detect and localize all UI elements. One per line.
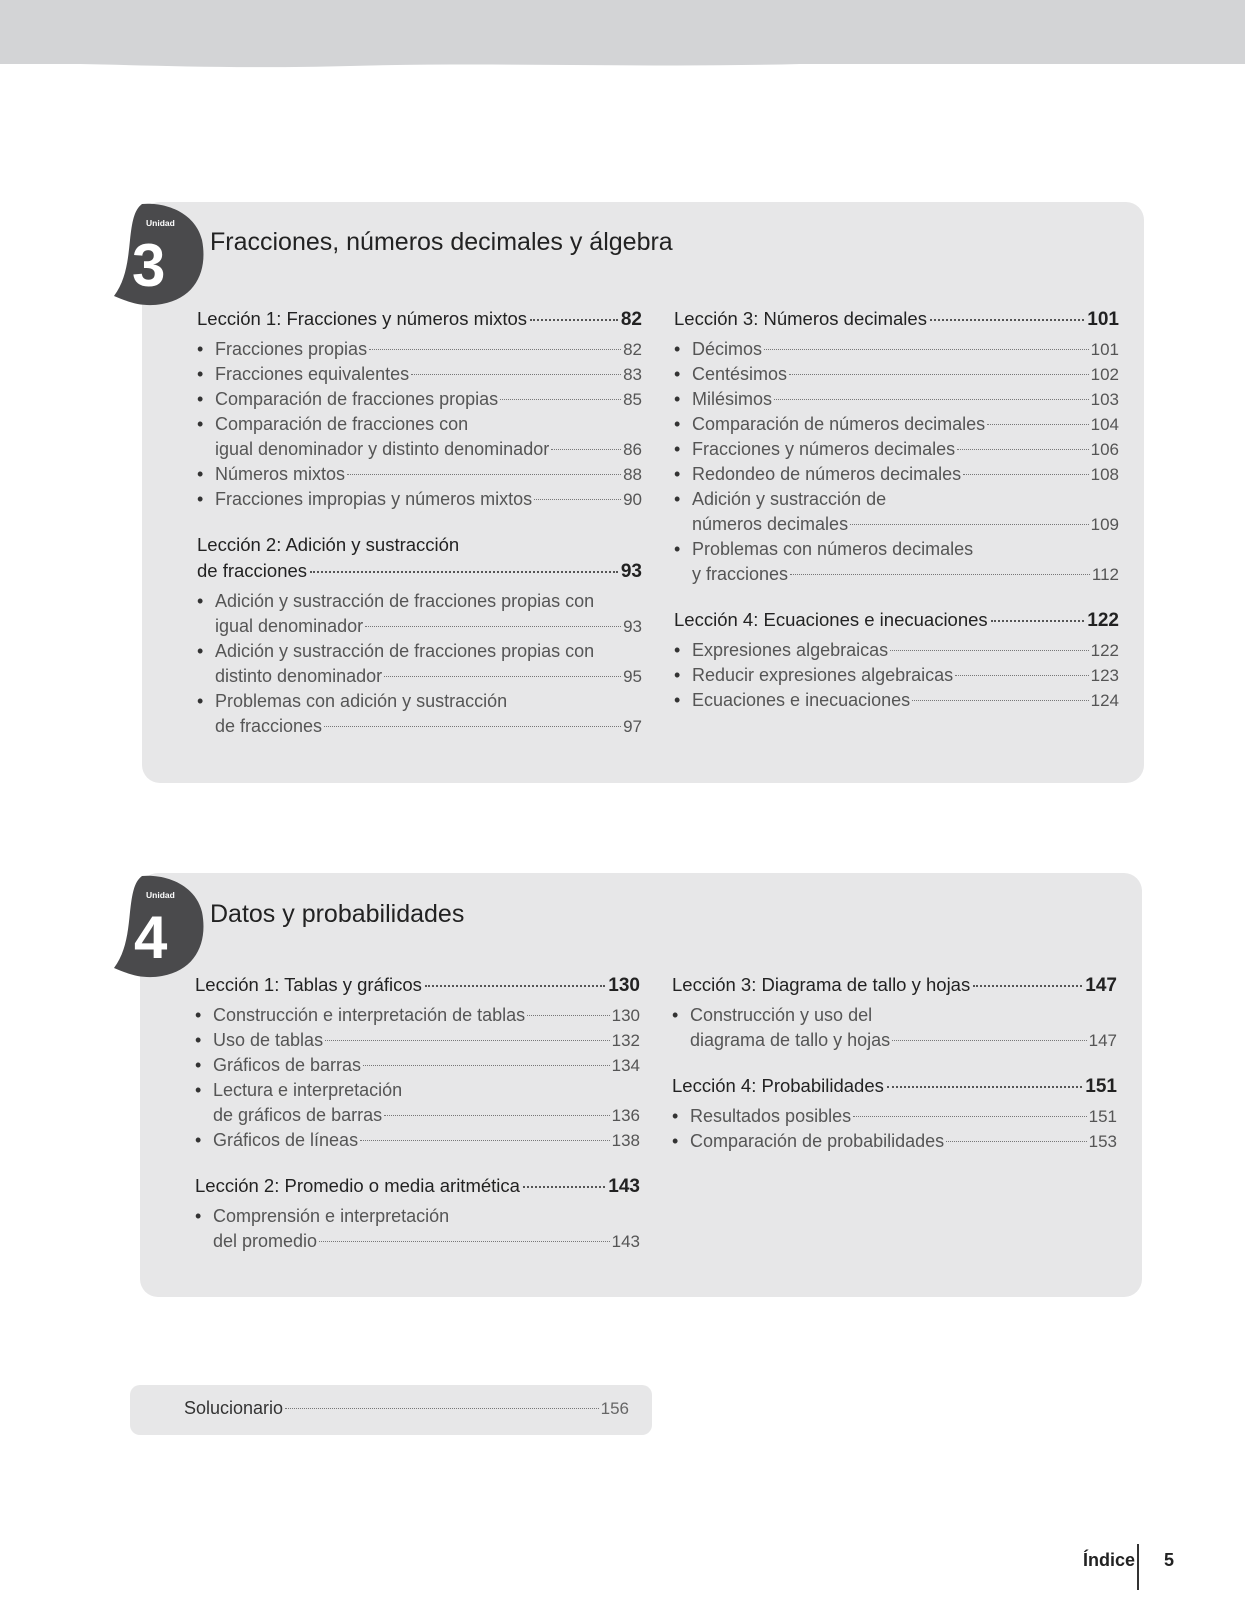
topic-page: 138 xyxy=(611,1131,640,1150)
topic-page: 130 xyxy=(611,1006,640,1025)
dot-leader xyxy=(957,449,1089,450)
topic-label: • Comparación de números decimales xyxy=(692,414,986,434)
unit-3-title: Fracciones, números decimales y álgebra xyxy=(210,228,673,256)
dot-leader xyxy=(774,399,1089,400)
topic-page: 124 xyxy=(1090,691,1119,710)
lesson-title: de fracciones xyxy=(197,560,308,581)
topic-page: 83 xyxy=(623,365,642,384)
topic-item[interactable] xyxy=(674,412,1119,437)
unit-3-badge xyxy=(110,200,210,300)
lesson-title: Lección 4: Probabilidades xyxy=(672,1075,884,1096)
topic-label: igual denominador xyxy=(215,616,364,636)
dot-leader xyxy=(764,349,1089,350)
topic-label: diagrama de tallo y hojas xyxy=(690,1030,891,1050)
dot-leader xyxy=(363,1065,610,1066)
dot-leader xyxy=(500,399,621,400)
topic-label: • Uso de tablas xyxy=(213,1030,324,1050)
lesson-title: Lección 3: Diagrama de tallo y hojas xyxy=(672,974,971,995)
lesson-heading[interactable] xyxy=(674,607,1119,634)
topic-page: 97 xyxy=(623,717,642,736)
topic-label: • Décimos xyxy=(692,339,763,359)
dot-leader xyxy=(523,1186,605,1188)
solutions-box[interactable] xyxy=(130,1385,652,1435)
topic-label: • Milésimos xyxy=(692,389,773,409)
topic-label: • Construcción e interpretación de tablas xyxy=(213,1005,526,1025)
topic-page: 90 xyxy=(623,490,642,509)
topic-item[interactable] xyxy=(672,1129,1117,1154)
lesson-heading[interactable] xyxy=(195,1173,640,1200)
lesson-heading[interactable] xyxy=(672,972,1117,999)
lesson-heading[interactable] xyxy=(672,1073,1117,1100)
topic-item[interactable] xyxy=(197,337,642,362)
dot-leader xyxy=(853,1116,1087,1117)
unit-3-right-column xyxy=(674,306,1119,713)
dot-leader xyxy=(890,650,1089,651)
topic-page: 136 xyxy=(611,1106,640,1125)
lesson-page: 151 xyxy=(1085,1076,1117,1097)
topic-item[interactable] xyxy=(674,688,1119,713)
topic-item[interactable] xyxy=(197,639,642,689)
topic-label: • Fracciones impropias y números mixtos xyxy=(215,489,533,509)
unit-4-right-column xyxy=(672,972,1117,1154)
topic-page: 153 xyxy=(1088,1132,1117,1151)
topic-page: 143 xyxy=(611,1232,640,1251)
unit-3-label: Unidad xyxy=(146,218,175,228)
topic-label: • Reducir expresiones algebraicas xyxy=(692,665,954,685)
topic-label: y fracciones xyxy=(692,564,789,584)
topic-page: 95 xyxy=(623,667,642,686)
topic-page: 112 xyxy=(1091,565,1119,584)
topic-item[interactable] xyxy=(197,487,642,512)
lesson-page: 93 xyxy=(620,561,642,582)
lesson-topic-list xyxy=(197,589,642,739)
footer-page-number: 5 xyxy=(1164,1550,1175,1570)
topic-label-line1: • Adición y sustracción de xyxy=(692,489,887,509)
lesson-topic-list xyxy=(197,337,642,512)
topic-label: • Gráficos de líneas xyxy=(213,1130,359,1150)
dot-leader xyxy=(987,424,1088,425)
lesson-topic-list xyxy=(674,337,1119,587)
topic-item[interactable] xyxy=(674,337,1119,362)
topic-item[interactable] xyxy=(674,537,1119,587)
topic-item[interactable] xyxy=(195,1078,640,1128)
topic-page: 147 xyxy=(1088,1031,1117,1050)
lesson-title: Lección 4: Ecuaciones e inecuaciones xyxy=(674,609,988,630)
unit-4-title: Datos y probabilidades xyxy=(210,900,465,928)
topic-label: • Expresiones algebraicas xyxy=(692,640,889,660)
topic-item[interactable] xyxy=(674,487,1119,537)
lesson-page: 147 xyxy=(1085,975,1117,996)
dot-leader xyxy=(324,726,621,727)
topic-label: • Fracciones propias xyxy=(215,339,368,359)
topic-item[interactable] xyxy=(195,1003,640,1028)
lesson-page: 130 xyxy=(608,975,640,996)
topic-item[interactable] xyxy=(197,462,642,487)
topic-item[interactable] xyxy=(674,362,1119,387)
dot-leader xyxy=(892,1040,1087,1041)
topic-page: 101 xyxy=(1090,340,1119,359)
topic-page: 122 xyxy=(1090,641,1119,660)
lesson-heading[interactable] xyxy=(674,306,1119,333)
lesson-title: Lección 1: Tablas y gráficos xyxy=(195,974,422,995)
topic-page: 132 xyxy=(611,1031,640,1050)
dot-leader xyxy=(347,474,621,475)
topic-label-line1: • Comprensión e interpretación xyxy=(213,1206,450,1226)
unit-3-left-column xyxy=(197,306,642,739)
dot-leader xyxy=(946,1141,1086,1142)
topic-label: de fracciones xyxy=(215,716,323,736)
topic-label: • Centésimos xyxy=(692,364,788,384)
top-decorative-band xyxy=(0,0,1245,64)
unit-4-number: 4 xyxy=(134,904,168,971)
topic-item[interactable] xyxy=(197,589,642,639)
unit-4-label: Unidad xyxy=(146,890,175,900)
dot-leader xyxy=(887,1086,1082,1088)
topic-page: 88 xyxy=(623,465,642,484)
lesson-heading[interactable] xyxy=(197,532,642,585)
dot-leader xyxy=(912,700,1088,701)
topic-item[interactable] xyxy=(197,362,642,387)
dot-leader xyxy=(325,1040,610,1041)
topic-label: • Comparación de probabilidades xyxy=(690,1131,945,1151)
topic-page: 106 xyxy=(1090,440,1119,459)
topic-page: 103 xyxy=(1090,390,1119,409)
topic-item[interactable] xyxy=(674,663,1119,688)
topic-page: 102 xyxy=(1090,365,1119,384)
dot-leader xyxy=(360,1140,610,1141)
topic-label-line1: • Problemas con adición y sustracción xyxy=(215,691,508,711)
footer-section-label: Índice xyxy=(1082,1550,1135,1570)
dot-leader xyxy=(369,349,621,350)
dot-leader xyxy=(973,985,1082,987)
topic-page: 108 xyxy=(1090,465,1119,484)
lesson-title: Lección 3: Números decimales xyxy=(674,308,927,329)
dot-leader xyxy=(530,319,618,321)
topic-page: 123 xyxy=(1090,666,1119,685)
topic-label-line1: • Construcción y uso del xyxy=(690,1005,873,1025)
topic-item[interactable] xyxy=(672,1003,1117,1053)
dot-leader xyxy=(384,1115,610,1116)
lesson-topic-list xyxy=(195,1003,640,1153)
dot-leader xyxy=(930,319,1084,321)
topic-label-line1: • Lectura e interpretación xyxy=(213,1080,403,1100)
topic-item[interactable] xyxy=(197,387,642,412)
topic-label: de gráficos de barras xyxy=(213,1105,383,1125)
topic-page: 85 xyxy=(623,390,642,409)
dot-leader xyxy=(789,374,1089,375)
topic-label-line1: • Problemas con números decimales xyxy=(692,539,974,559)
topic-item[interactable] xyxy=(195,1053,640,1078)
topic-label: • Redondeo de números decimales xyxy=(692,464,962,484)
topic-label: • Comparación de fracciones propias xyxy=(215,389,499,409)
unit-3-number: 3 xyxy=(132,232,166,299)
topic-label: • Fracciones y números decimales xyxy=(692,439,956,459)
dot-leader xyxy=(285,1408,599,1409)
dot-leader xyxy=(850,524,1089,525)
topic-page: 93 xyxy=(623,617,642,636)
topic-label: distinto denominador xyxy=(215,666,383,686)
topic-item[interactable] xyxy=(674,462,1119,487)
dot-leader xyxy=(319,1241,610,1242)
lesson-title: Lección 1: Fracciones y números mixtos xyxy=(197,308,528,329)
topic-page: 134 xyxy=(611,1056,640,1075)
lesson-topic-list xyxy=(674,638,1119,713)
topic-item[interactable] xyxy=(672,1104,1117,1129)
dot-leader xyxy=(963,474,1088,475)
lesson-title-line1: Lección 2: Adición y sustracción xyxy=(197,534,460,555)
topic-page: 151 xyxy=(1088,1107,1117,1126)
topic-item[interactable] xyxy=(195,1128,640,1153)
topic-item[interactable] xyxy=(195,1028,640,1053)
topic-label: números decimales xyxy=(692,514,849,534)
lesson-page: 143 xyxy=(608,1176,640,1197)
topic-label-line1: • Adición y sustracción de fracciones propias con xyxy=(215,591,595,611)
topic-label: • Gráficos de barras xyxy=(213,1055,362,1075)
footer-divider xyxy=(1137,1544,1139,1590)
lesson-title: Lección 2: Promedio o media aritmética xyxy=(195,1175,520,1196)
lesson-page: 101 xyxy=(1087,309,1119,330)
lesson-topic-list xyxy=(195,1204,640,1254)
dot-leader xyxy=(991,620,1085,622)
topic-label: • Números mixtos xyxy=(215,464,346,484)
topic-item[interactable] xyxy=(674,638,1119,663)
topic-item[interactable] xyxy=(197,689,642,739)
topic-label: igual denominador y distinto denominador xyxy=(215,439,550,459)
topic-page: 86 xyxy=(623,440,642,459)
lesson-topic-list xyxy=(672,1003,1117,1053)
lesson-page: 122 xyxy=(1087,610,1119,631)
dot-leader xyxy=(411,374,621,375)
topic-page: 104 xyxy=(1090,415,1119,434)
solutions-label: Solucionario xyxy=(184,1398,284,1418)
topic-item[interactable] xyxy=(195,1204,640,1254)
topic-item[interactable] xyxy=(674,387,1119,412)
dot-leader xyxy=(310,571,618,573)
unit-4-badge xyxy=(110,872,210,972)
topic-label-line1: • Comparación de fracciones con xyxy=(215,414,469,434)
topic-page: 109 xyxy=(1090,515,1119,534)
dot-leader xyxy=(425,985,605,987)
lesson-topic-list xyxy=(672,1104,1117,1154)
topic-label: del promedio xyxy=(213,1231,318,1251)
brush-edge xyxy=(0,54,1245,74)
lesson-heading[interactable] xyxy=(195,972,640,999)
topic-item[interactable] xyxy=(674,437,1119,462)
dot-leader xyxy=(534,499,621,500)
topic-label-line1: • Adición y sustracción de fracciones propias con xyxy=(215,641,595,661)
dot-leader xyxy=(384,676,621,677)
topic-label: • Resultados posibles xyxy=(690,1106,852,1126)
dot-leader xyxy=(955,675,1088,676)
dot-leader xyxy=(527,1015,609,1016)
topic-item[interactable] xyxy=(197,412,642,462)
dot-leader xyxy=(365,626,621,627)
lesson-heading[interactable] xyxy=(197,306,642,333)
lesson-page: 82 xyxy=(620,309,642,330)
solutions-page: 156 xyxy=(600,1399,629,1418)
topic-page: 82 xyxy=(623,340,642,359)
dot-leader xyxy=(551,449,621,450)
topic-label: • Ecuaciones e inecuaciones xyxy=(692,690,911,710)
unit-4-left-column xyxy=(195,972,640,1254)
topic-label: • Fracciones equivalentes xyxy=(215,364,410,384)
dot-leader xyxy=(790,574,1090,575)
